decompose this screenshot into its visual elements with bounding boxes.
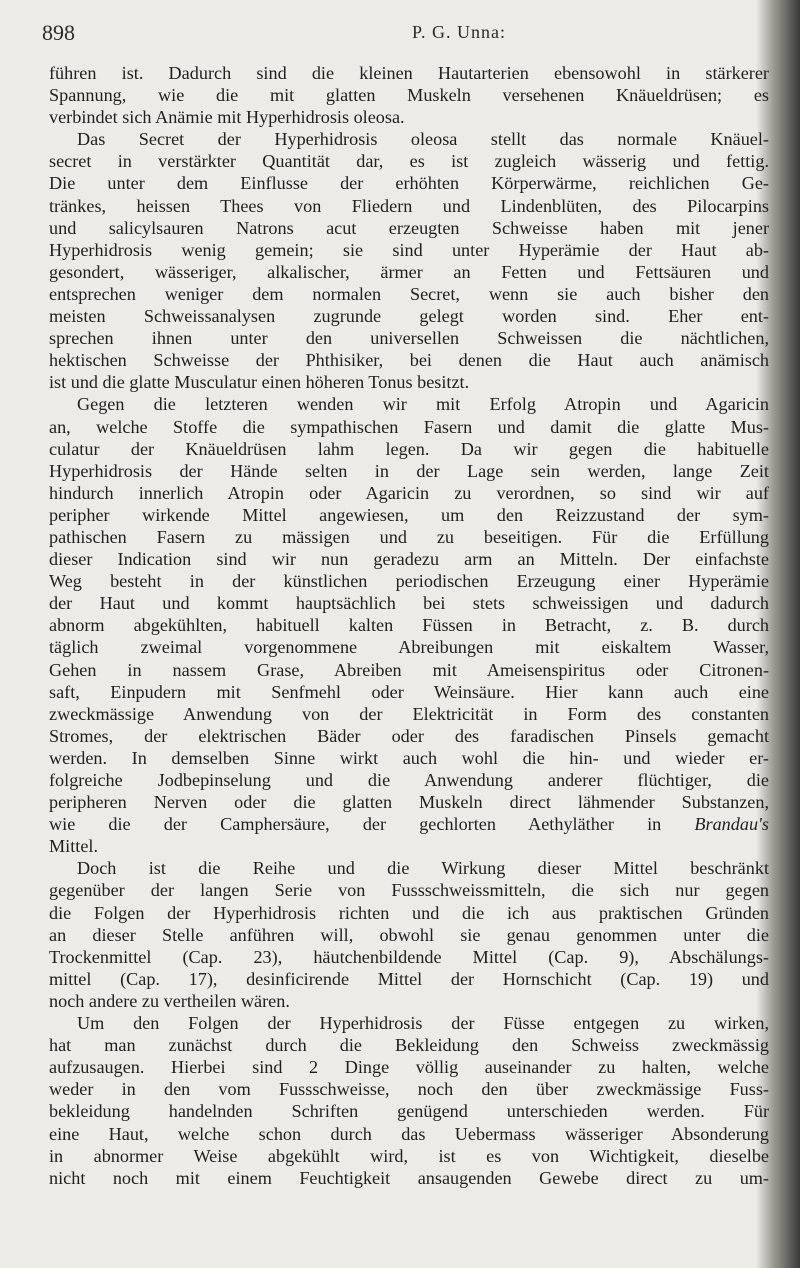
text-line-content: noch andere zu vertheilen wären. [49,990,290,1011]
text-line-content: entsprechen weniger dem normalen Secret, wenn sie auch bisher den [49,283,769,304]
text-line [49,239,769,261]
text-line [49,636,769,658]
running-head-author: P. G. Unna: [412,22,507,42]
text-line-content: meisten Schweissanalysen zugrunde gelegt worden sind. Eher ent- [49,306,769,327]
text-line [49,769,769,791]
text-line-content: Hyperhidrosis wenig gemein; sie sind unter Hyperämie der Haut ab- [49,239,769,260]
text-line [49,1056,769,1078]
text-line [49,195,769,217]
text-line-content: Trockenmittel (Cap. 23), häutchenbildende Mittel (Cap. 9), Abschälungs- [49,946,769,967]
text-line [49,526,769,548]
page-number: 898 [42,20,75,45]
text-line-content: Gegen die letzteren wenden wir mit Erfolg Atropin und Agaricin [77,394,769,415]
text-line-content: hindurch innerlich Atropin oder Agaricin zu verordnen, so sind wir auf [49,482,769,503]
text-line-content: Doch ist die Reihe und die Wirkung dieser Mittel beschränkt [77,858,769,879]
text-line-content: werden. In demselben Sinne wirkt auch wohl die hin- und wieder er- [49,747,769,768]
text-line-content: abnorm abgekühlten, habituell kalten Füssen in Betracht, z. B. durch [49,615,769,636]
text-line [49,791,769,813]
text-line [49,570,769,592]
text-line [49,349,769,371]
text-line [49,305,769,327]
text-line [49,217,769,239]
text-line-content: an dieser Stelle anführen will, obwohl sie genau genommen unter die [49,924,769,945]
text-line [49,128,769,150]
text-line [49,482,769,504]
text-line [49,1145,769,1167]
text-line [49,62,769,84]
text-line-content: folgreiche Jodbepinselung und die Anwendung anderer flüchtiger, die [49,770,769,790]
text-line-content: Das Secret der Hyperhidrosis oleosa stellt das normale Knäuel- [77,129,769,150]
text-line-content: tränkes, heissen Thees von Fliedern und Lindenblüten, des Pilocarpins [49,195,769,216]
text-line-content: aufzusaugen. Hierbei sind 2 Dinge völlig auseinander zu halten, welche [49,1057,769,1078]
text-line [49,327,769,349]
text-line-content: peripheren Nerven oder die glatten Muskeln direct lähmender Substanzen, [49,792,769,813]
text-line [49,261,769,283]
text-line-content: zweckmässige Anwendung von der Elektricität in Form des constanten [49,703,769,724]
text-line-content: die Folgen der Hyperhidrosis richten und die ich aus praktischen Gründen [49,902,769,923]
text-line-content: täglich zweimal vorgenommene Abreibungen mit eiskaltem Wasser, [49,637,769,658]
text-line [49,990,769,1012]
text-line [49,1123,769,1145]
text-line [49,106,769,128]
page-header [42,20,742,52]
text-line-content: ist und die glatte Musculatur einen höheren Tonus besitzt. [49,372,470,393]
italic-reference: Brandau's [694,814,769,835]
text-line [49,1100,769,1122]
text-line-content: Hyperhidrosis der Hände selten in der Lage sein werden, lange Zeit [49,460,769,481]
text-line-content: hat man zunächst durch die Bekleidung den Schweiss zweckmässig [49,1035,769,1056]
body-text [49,62,769,1189]
text-line [49,725,769,747]
text-line [49,703,769,725]
text-line [49,835,769,857]
text-line [49,150,769,172]
text-line [49,902,769,924]
text-line-content: eine Haut, welche schon durch das Uebermass wässeriger Absonderung [49,1123,769,1144]
text-line [49,172,769,194]
text-line [49,857,769,879]
text-line-content: Gehen in nassem Grase, Abreiben mit Ameisenspiritus oder Citronen- [49,659,769,680]
text-line [49,371,769,393]
text-line-content: secret in verstärkter Quantität dar, es ist zugleich wässerig und fettig. [49,151,769,172]
text-line-content: Die unter dem Einflusse der erhöhten Körperwärme, reichlichen Ge- [49,173,769,194]
text-line [49,879,769,901]
text-line [49,968,769,990]
text-line [49,813,769,835]
text-line-content: Spannung, wie die mit glatten Muskeln versehenen Knäueldrüsen; es [49,85,769,106]
text-line [49,504,769,526]
text-line-content: gegenüber der langen Serie von Fussschweissmitteln, die sich nur gegen [49,880,769,901]
text-line [49,393,769,415]
text-line-content: saft, Einpudern mit Senfmehl oder Weinsäure. Hier kann auch eine [49,681,769,702]
text-line-content: Stromes, der elektrischen Bäder oder des faradischen Pinsels gemacht [49,725,769,746]
text-line [49,84,769,106]
text-line [49,460,769,482]
text-line [49,1012,769,1034]
text-line [49,1034,769,1056]
text-line [49,681,769,703]
text-line-content: und salicylsauren Natrons acut erzeugten Schweisse haben mit jener [49,217,769,238]
text-line-content: peripher wirkende Mittel angewiesen, um den Reizzustand der sym- [49,504,769,525]
text-line-content: der Haut und kommt hauptsächlich bei stets schweissigen und dadurch [49,593,769,614]
text-line [49,592,769,614]
text-line [49,946,769,968]
text-line-content: gesondert, wässeriger, alkalischer, ärmer an Fetten und Fettsäuren und [49,261,769,282]
text-line-content: bekleidung handelnden Schriften genügend unterschieden werden. Für [49,1101,769,1122]
text-line [49,548,769,570]
text-line-content: nicht noch mit einem Feuchtigkeit ansaugenden Gewebe direct zu um- [49,1167,769,1188]
text-line-content: pathischen Fasern zu mässigen und zu beseitigen. Für die Erfüllung [49,526,769,547]
text-line-content: sprechen ihnen unter den universellen Schweissen die nächtlichen, [49,328,769,349]
text-line-content: culatur der Knäueldrüsen lahm legen. Da wir gegen die habituelle [49,438,769,459]
text-line-content: wie die der Camphersäure, der gechlorten Aethyläther in [49,814,662,835]
text-line-content: an, welche Stoffe die sympathischen Fasern und damit die glatte Mus- [49,416,769,437]
text-line [49,1078,769,1100]
text-line [49,614,769,636]
text-line [49,924,769,946]
text-line [49,416,769,438]
text-line-content: Weg besteht in der künstlichen periodischen Erzeugung einer Hyperämie [49,571,769,592]
text-line-content: in abnormer Weise abgekühlt wird, ist es von Wichtigkeit, dieselbe [49,1145,769,1166]
text-line-content: verbindet sich Anämie mit Hyperhidrosis oleosa. [49,107,405,128]
text-line-content: mittel (Cap. 17), desinficirende Mittel der Hornschicht (Cap. 19) und [49,968,769,989]
text-line [49,1167,769,1189]
text-line-content: hektischen Schweisse der Phthisiker, bei denen die Haut auch anämisch [49,350,769,371]
text-line-content: weder in den vom Fussschweisse, noch den über zweckmässige Fuss- [49,1079,769,1100]
text-line [49,438,769,460]
text-line [49,747,769,769]
text-line-content: Mittel. [49,836,99,857]
text-line-content: dieser Indication sind wir nun geradezu arm an Mitteln. Der einfachste [49,549,769,570]
text-line-content: führen ist. Dadurch sind die kleinen Hautarterien ebensowohl in stärkerer [49,63,769,83]
text-line [49,659,769,681]
text-line [49,283,769,305]
text-line-content: Um den Folgen der Hyperhidrosis der Füsse entgegen zu wirken, [77,1013,769,1034]
